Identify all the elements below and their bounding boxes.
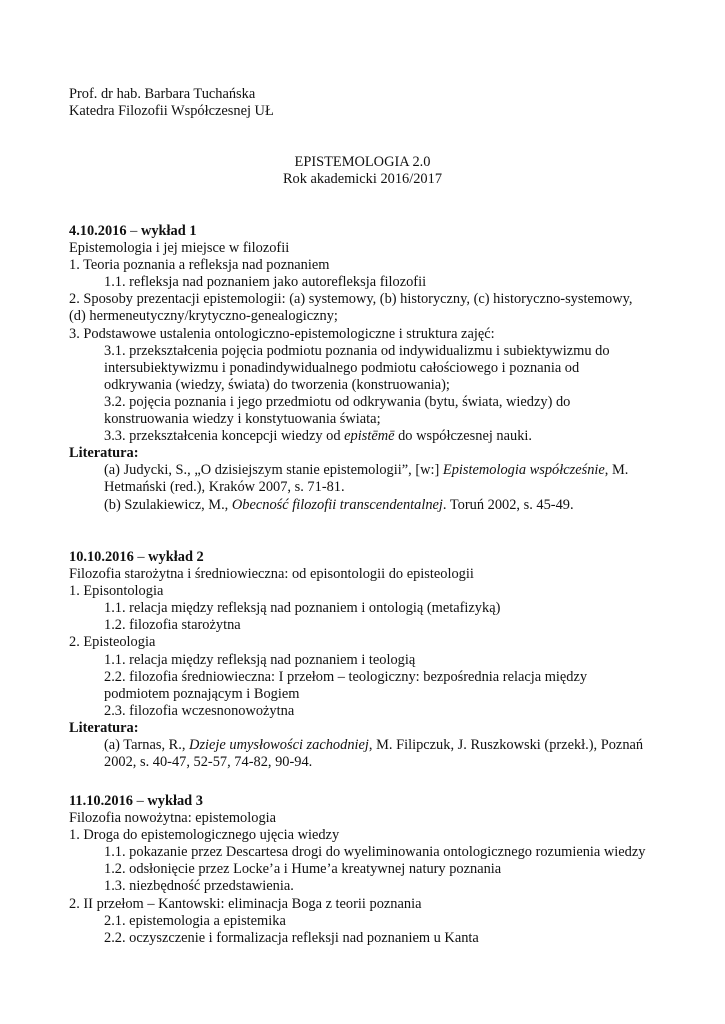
italic-title: Dzieje umysłowości zachodniej: [189, 737, 369, 754]
outline-subitem: 1.2. odsłonięcie przez Locke’a i Hume’a kreatywnej natury poznania: [104, 861, 502, 878]
outline-subitem: 2.2. filozofia średniowieczna: I przełom – teologiczny: bezpośrednia relacja między: [104, 668, 588, 685]
italic-title: Obecność filozofii transcendentalnej: [231, 496, 443, 513]
outline-subitem: 3.2. pojęcia poznania i jego przedmiotu od odkrywania (bytu, świata, wiedzy) do: [104, 393, 571, 410]
author-name: Prof. dr hab. Barbara Tuchańska: [69, 86, 256, 102]
lecture-number: wykład 1: [140, 223, 197, 239]
lecture-date: 10.10.2016: [69, 549, 134, 565]
outline-item: 1. Droga do epistemologicznego ujęcia wiedzy: [69, 827, 340, 844]
outline-subitem-continued: podmiotem poznającym i Bogiem: [104, 685, 300, 702]
lecture-date: 11.10.2016: [69, 793, 133, 809]
lecture-number: wykład 3: [147, 793, 203, 809]
text-run: do współczesnej nauki.: [394, 428, 532, 445]
outline-item: 3. Podstawowe ustalenia ontologiczno-epistemologiczne i struktura zajęć:: [69, 325, 495, 342]
outline-subitem-continued: intersubiektywizmu i ponadindywidualnego podmiotu całościowego i poznania od: [104, 359, 580, 376]
reference-item: [69, 497, 659, 514]
outline-subitem: 1.3. niezbędność przedstawienia.: [104, 878, 294, 895]
literature-heading: Literatura:: [69, 445, 139, 462]
lecture-section-1: [69, 223, 659, 514]
outline-item: 2. Episteologia: [69, 634, 156, 651]
reference-item-continued: Hetmański (red.), Kraków 2007, s. 71-81.: [104, 479, 345, 496]
text-run: , M. Filipczuk, J. Ruszkowski (przekł.), Poznań: [368, 737, 644, 754]
author-block: [69, 86, 274, 120]
heading-dash: –: [126, 223, 141, 239]
heading-dash: –: [132, 793, 148, 809]
text-run: . Toruń 2002, s. 45-49.: [442, 496, 574, 513]
lecture-date: 4.10.2016: [69, 223, 127, 239]
text-run: (a) Judycki, S., „O dzisiejszym stanie epistemologii”, [w:]: [104, 462, 443, 479]
text-run: (b) Szulakiewicz, M.,: [104, 496, 232, 513]
outline-item: 2. Sposoby prezentacji epistemologii: (a) systemowy, (b) historyczny, (c) historyczno-systemowy,: [69, 291, 633, 308]
lecture-topic: Filozofia nowożytna: epistemologia: [69, 810, 277, 827]
lecture-heading: [69, 793, 659, 810]
lecture-number: wykład 2: [148, 549, 204, 565]
outline-subitem: 1.1. relacja między refleksją nad poznaniem i ontologią (metafizyką): [104, 600, 501, 617]
literature-heading: Literatura:: [69, 719, 139, 736]
outline-subitem: 2.1. epistemologia a epistemika: [104, 912, 286, 929]
lecture-section-3: [69, 793, 659, 947]
outline-subitem: 1.1. relacja między refleksją nad poznaniem i teologią: [104, 651, 416, 668]
course-title: EPISTEMOLOGIA 2.0: [294, 154, 431, 170]
lecture-section-2: [69, 549, 659, 771]
text-run: , M.: [604, 462, 629, 479]
outline-subitem-continued: konstruowania wiedzy i konstytuowania świata;: [104, 411, 381, 428]
lecture-heading: [69, 223, 659, 240]
outline-item-continued: (d) hermeneutyczny/krytyczno-genealogiczny;: [69, 308, 338, 325]
outline-subitem: 1.2. filozofia starożytna: [104, 617, 241, 634]
lecture-heading: [69, 549, 659, 566]
outline-subitem-continued: odkrywania (wiedzy, świata) do tworzenia (konstruowania);: [104, 376, 450, 393]
outline-subitem: 2.2. oczyszczenie i formalizacja refleksji nad poznaniem u Kanta: [104, 929, 479, 946]
outline-item: 2. II przełom – Kantowski: eliminacja Boga z teorii poznania: [69, 895, 422, 912]
outline-subitem: 1.1. pokazanie przez Descartesa drogi do wyeliminowania ontologicznego rozumienia wiedzy: [104, 844, 646, 861]
lecture-topic: Filozofia starożytna i średniowieczna: od episontologii do episteologii: [69, 566, 474, 583]
outline-subitem: [69, 428, 659, 445]
reference-item: [69, 462, 659, 479]
academic-year: Rok akademicki 2016/2017: [282, 171, 443, 188]
reference-item: [69, 737, 659, 754]
italic-term: epistēmē: [344, 428, 395, 445]
reference-item-continued: 2002, s. 40-47, 52-57, 74-82, 90-94.: [104, 754, 313, 771]
italic-title: Epistemologia współcześnie: [442, 462, 605, 479]
outline-item: 1. Episontologia: [69, 583, 164, 600]
heading-dash: –: [133, 549, 149, 565]
outline-subitem: 2.3. filozofia wczesnonowożytna: [104, 702, 295, 719]
department-name: Katedra Filozofii Współczesnej UŁ: [69, 103, 274, 120]
lecture-topic: Epistemologia i jej miejsce w filozofii: [69, 240, 290, 257]
outline-subitem: 1.1. refleksja nad poznaniem jako autorefleksja filozofii: [104, 274, 427, 291]
outline-item: 1. Teoria poznania a refleksja nad poznaniem: [69, 257, 330, 274]
text-run: (a) Tarnas, R.,: [104, 737, 190, 754]
text-run: 3.3. przekształcenia koncepcji wiedzy od: [104, 428, 345, 445]
outline-subitem: 3.1. przekształcenia pojęcia podmiotu poznania od indywidualizmu i subiektywizmu do: [104, 342, 610, 359]
course-heading: [0, 154, 725, 188]
